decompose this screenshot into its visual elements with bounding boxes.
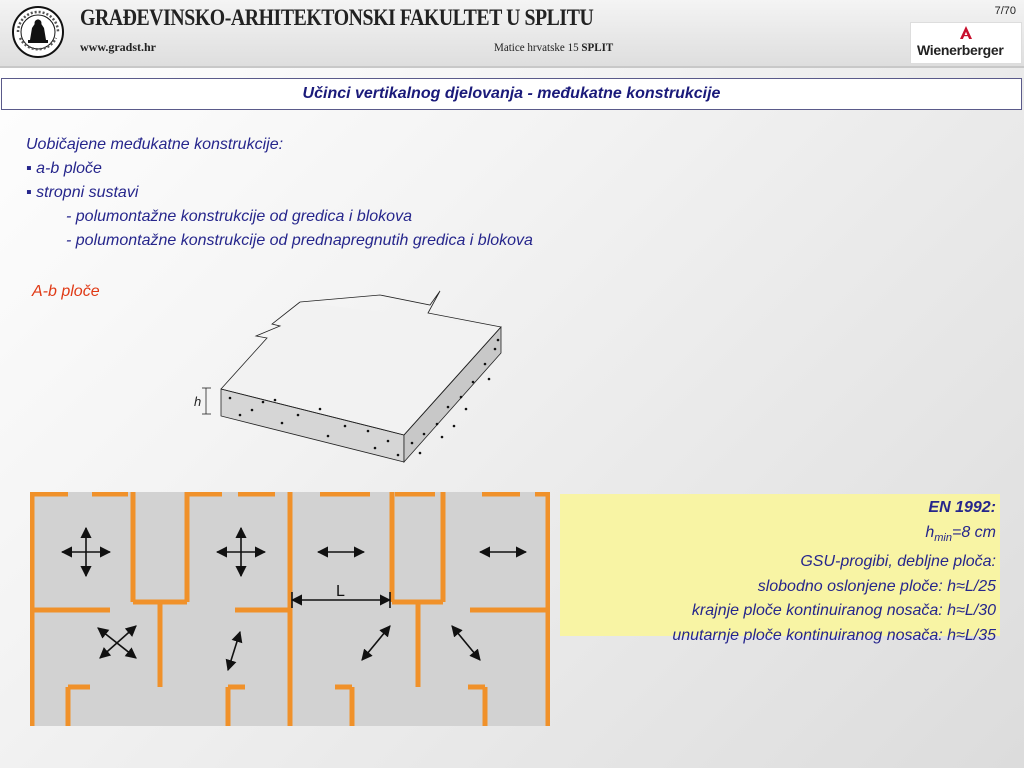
header: [0, 0, 1024, 68]
slab-figure: [180, 285, 520, 470]
list-item: ▪ a-b ploče: [26, 160, 102, 177]
floor-plan: [30, 492, 550, 726]
page-counter: 7/70: [994, 5, 1016, 17]
en-line: GSU-progibi, debljne ploča:: [800, 553, 996, 571]
wienerberger-logo-icon: [911, 23, 1021, 43]
address: [494, 40, 613, 55]
section-label: A-b ploče: [32, 283, 100, 300]
en1992-note: [560, 494, 1000, 644]
slide-title: Učinci vertikalnog djelovanja - međukatne konstrukcije: [302, 85, 721, 102]
intro-list: [26, 133, 533, 253]
en-line: slobodno oslonjene ploče: h≈L/25: [757, 577, 996, 595]
wienerberger-logo: [910, 22, 1022, 64]
faculty-name: GRAĐEVINSKO-ARHITEKTONSKI FAKULTET U SPLITU: [80, 5, 594, 30]
website-link[interactable]: www.gradst.hr: [80, 40, 157, 54]
slab-height-label: h: [194, 394, 202, 409]
slide-title-bar: [1, 78, 1022, 110]
logo-text: Wienerberger: [917, 42, 1004, 58]
span-label: L: [336, 583, 345, 600]
en-line: unutarnje ploče kontinuiranog nosača: h≈L/35: [672, 626, 996, 644]
address-city: SPLIT: [581, 40, 614, 54]
hmin-line: [560, 521, 996, 551]
list-item: ▪ stropni sustavi: [26, 184, 139, 201]
hmin-sub: min: [934, 531, 952, 544]
university-seal-icon: [12, 6, 64, 58]
list-subitem: - polumontažne konstrukcije od gredica i blokova: [66, 208, 412, 225]
hmin-base: h: [925, 523, 935, 541]
hmin-value: =8 cm: [951, 523, 996, 541]
en-title: EN 1992:: [928, 499, 996, 516]
address-street: Matice hrvatske 15: [494, 40, 579, 54]
en-line: krajnje ploče kontinuiranog nosača: h≈L/30: [691, 602, 996, 620]
intro-heading: Uobičajene međukatne konstrukcije:: [26, 136, 284, 153]
list-subitem: - polumontažne konstrukcije od prednapregnutih gredica i blokova: [66, 232, 533, 249]
